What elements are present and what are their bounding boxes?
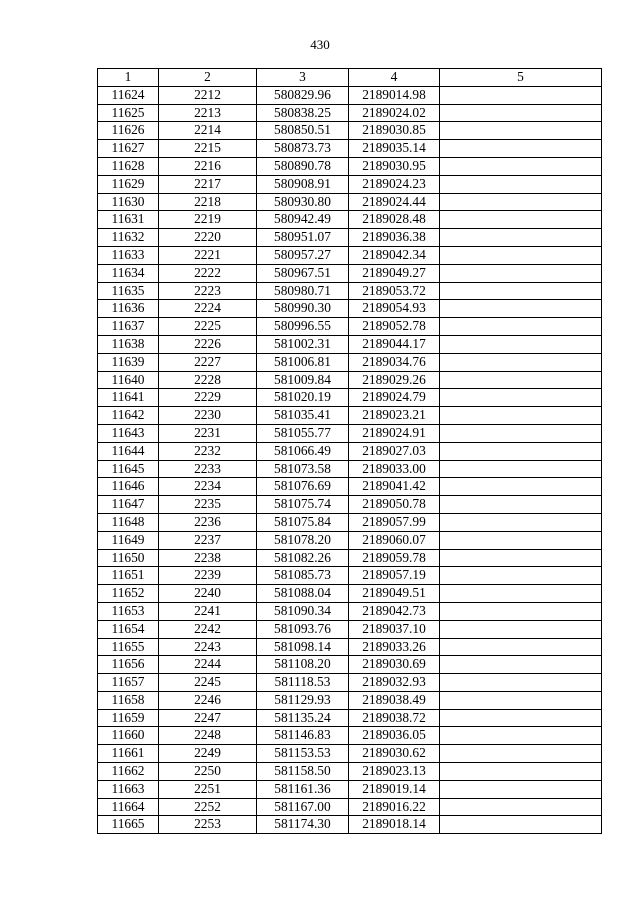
table-row — [98, 460, 602, 478]
x-coordinate-cell: 580957.27 — [257, 246, 349, 264]
column-header-3: 3 — [257, 69, 349, 87]
x-coordinate-cell: 581129.93 — [257, 691, 349, 709]
point-id-cell: 11633 — [98, 246, 159, 264]
table-row — [98, 407, 602, 425]
vertex-number-cell: 2242 — [159, 620, 257, 638]
vertex-number-cell: 2221 — [159, 246, 257, 264]
table-row — [98, 798, 602, 816]
point-id-cell: 11639 — [98, 353, 159, 371]
point-id-cell: 11627 — [98, 140, 159, 158]
point-id-cell: 11644 — [98, 442, 159, 460]
note-cell — [440, 727, 602, 745]
table-row — [98, 602, 602, 620]
x-coordinate-cell: 581098.14 — [257, 638, 349, 656]
y-coordinate-cell: 2189036.05 — [349, 727, 440, 745]
vertex-number-cell: 2229 — [159, 389, 257, 407]
x-coordinate-cell: 580838.25 — [257, 104, 349, 122]
x-coordinate-cell: 581088.04 — [257, 585, 349, 603]
table-row — [98, 691, 602, 709]
point-id-cell: 11646 — [98, 478, 159, 496]
note-cell — [440, 513, 602, 531]
point-id-cell: 11636 — [98, 300, 159, 318]
x-coordinate-cell: 580980.71 — [257, 282, 349, 300]
vertex-number-cell: 2223 — [159, 282, 257, 300]
x-coordinate-cell: 581158.50 — [257, 763, 349, 781]
vertex-number-cell: 2240 — [159, 585, 257, 603]
y-coordinate-cell: 2189030.62 — [349, 745, 440, 763]
vertex-number-cell: 2250 — [159, 763, 257, 781]
note-cell — [440, 602, 602, 620]
note-cell — [440, 318, 602, 336]
note-cell — [440, 282, 602, 300]
note-cell — [440, 122, 602, 140]
point-id-cell: 11657 — [98, 674, 159, 692]
x-coordinate-cell: 581066.49 — [257, 442, 349, 460]
table-row — [98, 264, 602, 282]
note-cell — [440, 745, 602, 763]
note-cell — [440, 371, 602, 389]
vertex-number-cell: 2243 — [159, 638, 257, 656]
vertex-number-cell: 2219 — [159, 211, 257, 229]
x-coordinate-cell: 581002.31 — [257, 335, 349, 353]
page-number: 430 — [310, 37, 330, 52]
point-id-cell: 11647 — [98, 496, 159, 514]
note-cell — [440, 816, 602, 834]
vertex-number-cell: 2248 — [159, 727, 257, 745]
note-cell — [440, 656, 602, 674]
column-header-1: 1 — [98, 69, 159, 87]
x-coordinate-cell: 580890.78 — [257, 157, 349, 175]
table-row — [98, 442, 602, 460]
note-cell — [440, 157, 602, 175]
point-id-cell: 11661 — [98, 745, 159, 763]
vertex-number-cell: 2216 — [159, 157, 257, 175]
table-row — [98, 496, 602, 514]
table-row — [98, 816, 602, 834]
x-coordinate-cell: 581078.20 — [257, 531, 349, 549]
table-row — [98, 674, 602, 692]
note-cell — [440, 549, 602, 567]
x-coordinate-cell: 581075.84 — [257, 513, 349, 531]
table-row — [98, 300, 602, 318]
y-coordinate-cell: 2189032.93 — [349, 674, 440, 692]
vertex-number-cell: 2249 — [159, 745, 257, 763]
y-coordinate-cell: 2189016.22 — [349, 798, 440, 816]
x-coordinate-cell: 580967.51 — [257, 264, 349, 282]
point-id-cell: 11635 — [98, 282, 159, 300]
vertex-number-cell: 2237 — [159, 531, 257, 549]
y-coordinate-cell: 2189042.34 — [349, 246, 440, 264]
point-id-cell: 11662 — [98, 763, 159, 781]
note-cell — [440, 353, 602, 371]
note-cell — [440, 389, 602, 407]
table-body — [98, 86, 602, 833]
y-coordinate-cell: 2189038.49 — [349, 691, 440, 709]
note-cell — [440, 211, 602, 229]
y-coordinate-cell: 2189053.72 — [349, 282, 440, 300]
coordinates-table — [97, 68, 602, 834]
note-cell — [440, 709, 602, 727]
table-row — [98, 371, 602, 389]
table-row — [98, 424, 602, 442]
vertex-number-cell: 2213 — [159, 104, 257, 122]
table-row — [98, 193, 602, 211]
y-coordinate-cell: 2189059.78 — [349, 549, 440, 567]
note-cell — [440, 86, 602, 104]
point-id-cell: 11638 — [98, 335, 159, 353]
table-row — [98, 531, 602, 549]
note-cell — [440, 798, 602, 816]
y-coordinate-cell: 2189014.98 — [349, 86, 440, 104]
header-row — [98, 69, 602, 87]
y-coordinate-cell: 2189019.14 — [349, 780, 440, 798]
vertex-number-cell: 2253 — [159, 816, 257, 834]
point-id-cell: 11630 — [98, 193, 159, 211]
x-coordinate-cell: 580942.49 — [257, 211, 349, 229]
note-cell — [440, 496, 602, 514]
y-coordinate-cell: 2189024.44 — [349, 193, 440, 211]
point-id-cell: 11641 — [98, 389, 159, 407]
note-cell — [440, 442, 602, 460]
x-coordinate-cell: 581174.30 — [257, 816, 349, 834]
x-coordinate-cell: 581153.53 — [257, 745, 349, 763]
vertex-number-cell: 2234 — [159, 478, 257, 496]
x-coordinate-cell: 581009.84 — [257, 371, 349, 389]
vertex-number-cell: 2222 — [159, 264, 257, 282]
point-id-cell: 11659 — [98, 709, 159, 727]
x-coordinate-cell: 581093.76 — [257, 620, 349, 638]
vertex-number-cell: 2232 — [159, 442, 257, 460]
y-coordinate-cell: 2189035.14 — [349, 140, 440, 158]
y-coordinate-cell: 2189033.00 — [349, 460, 440, 478]
table-row — [98, 86, 602, 104]
note-cell — [440, 674, 602, 692]
table-row — [98, 638, 602, 656]
y-coordinate-cell: 2189057.19 — [349, 567, 440, 585]
point-id-cell: 11656 — [98, 656, 159, 674]
vertex-number-cell: 2225 — [159, 318, 257, 336]
table-row — [98, 478, 602, 496]
table-row — [98, 727, 602, 745]
vertex-number-cell: 2239 — [159, 567, 257, 585]
y-coordinate-cell: 2189024.79 — [349, 389, 440, 407]
y-coordinate-cell: 2189042.73 — [349, 602, 440, 620]
y-coordinate-cell: 2189049.27 — [349, 264, 440, 282]
point-id-cell: 11637 — [98, 318, 159, 336]
note-cell — [440, 763, 602, 781]
point-id-cell: 11632 — [98, 229, 159, 247]
note-cell — [440, 229, 602, 247]
table-row — [98, 318, 602, 336]
point-id-cell: 11658 — [98, 691, 159, 709]
y-coordinate-cell: 2189028.48 — [349, 211, 440, 229]
vertex-number-cell: 2238 — [159, 549, 257, 567]
vertex-number-cell: 2244 — [159, 656, 257, 674]
y-coordinate-cell: 2189049.51 — [349, 585, 440, 603]
x-coordinate-cell: 580951.07 — [257, 229, 349, 247]
note-cell — [440, 531, 602, 549]
note-cell — [440, 478, 602, 496]
vertex-number-cell: 2241 — [159, 602, 257, 620]
y-coordinate-cell: 2189027.03 — [349, 442, 440, 460]
y-coordinate-cell: 2189057.99 — [349, 513, 440, 531]
table-header — [98, 69, 602, 87]
note-cell — [440, 691, 602, 709]
point-id-cell: 11631 — [98, 211, 159, 229]
x-coordinate-cell: 581085.73 — [257, 567, 349, 585]
note-cell — [440, 300, 602, 318]
vertex-number-cell: 2226 — [159, 335, 257, 353]
x-coordinate-cell: 581167.00 — [257, 798, 349, 816]
x-coordinate-cell: 581082.26 — [257, 549, 349, 567]
vertex-number-cell: 2246 — [159, 691, 257, 709]
note-cell — [440, 175, 602, 193]
table-row — [98, 549, 602, 567]
point-id-cell: 11643 — [98, 424, 159, 442]
vertex-number-cell: 2215 — [159, 140, 257, 158]
point-id-cell: 11628 — [98, 157, 159, 175]
point-id-cell: 11645 — [98, 460, 159, 478]
note-cell — [440, 104, 602, 122]
table-row — [98, 175, 602, 193]
x-coordinate-cell: 581076.69 — [257, 478, 349, 496]
note-cell — [440, 620, 602, 638]
point-id-cell: 11660 — [98, 727, 159, 745]
y-coordinate-cell: 2189024.91 — [349, 424, 440, 442]
table-row — [98, 585, 602, 603]
vertex-number-cell: 2251 — [159, 780, 257, 798]
point-id-cell: 11626 — [98, 122, 159, 140]
note-cell — [440, 407, 602, 425]
note-cell — [440, 264, 602, 282]
x-coordinate-cell: 581090.34 — [257, 602, 349, 620]
table-row — [98, 763, 602, 781]
table-row — [98, 104, 602, 122]
table-row — [98, 140, 602, 158]
note-cell — [440, 335, 602, 353]
table-row — [98, 335, 602, 353]
table-row — [98, 620, 602, 638]
point-id-cell: 11663 — [98, 780, 159, 798]
table-row — [98, 656, 602, 674]
point-id-cell: 11624 — [98, 86, 159, 104]
y-coordinate-cell: 2189024.23 — [349, 175, 440, 193]
table-row — [98, 282, 602, 300]
vertex-number-cell: 2236 — [159, 513, 257, 531]
table-row — [98, 780, 602, 798]
point-id-cell: 11642 — [98, 407, 159, 425]
y-coordinate-cell: 2189023.13 — [349, 763, 440, 781]
point-id-cell: 11664 — [98, 798, 159, 816]
vertex-number-cell: 2247 — [159, 709, 257, 727]
x-coordinate-cell: 581135.24 — [257, 709, 349, 727]
y-coordinate-cell: 2189036.38 — [349, 229, 440, 247]
point-id-cell: 11650 — [98, 549, 159, 567]
table-row — [98, 567, 602, 585]
y-coordinate-cell: 2189044.17 — [349, 335, 440, 353]
table-row — [98, 122, 602, 140]
column-header-2: 2 — [159, 69, 257, 87]
y-coordinate-cell: 2189023.21 — [349, 407, 440, 425]
x-coordinate-cell: 581006.81 — [257, 353, 349, 371]
y-coordinate-cell: 2189060.07 — [349, 531, 440, 549]
point-id-cell: 11651 — [98, 567, 159, 585]
vertex-number-cell: 2212 — [159, 86, 257, 104]
vertex-number-cell: 2217 — [159, 175, 257, 193]
column-header-5: 5 — [440, 69, 602, 87]
y-coordinate-cell: 2189037.10 — [349, 620, 440, 638]
table-row — [98, 709, 602, 727]
note-cell — [440, 567, 602, 585]
vertex-number-cell: 2245 — [159, 674, 257, 692]
vertex-number-cell: 2214 — [159, 122, 257, 140]
vertex-number-cell: 2228 — [159, 371, 257, 389]
x-coordinate-cell: 580850.51 — [257, 122, 349, 140]
x-coordinate-cell: 581075.74 — [257, 496, 349, 514]
point-id-cell: 11640 — [98, 371, 159, 389]
point-id-cell: 11649 — [98, 531, 159, 549]
x-coordinate-cell: 581108.20 — [257, 656, 349, 674]
x-coordinate-cell: 581020.19 — [257, 389, 349, 407]
column-header-4: 4 — [349, 69, 440, 87]
table-row — [98, 211, 602, 229]
y-coordinate-cell: 2189030.69 — [349, 656, 440, 674]
table-row — [98, 229, 602, 247]
y-coordinate-cell: 2189029.26 — [349, 371, 440, 389]
note-cell — [440, 140, 602, 158]
vertex-number-cell: 2227 — [159, 353, 257, 371]
y-coordinate-cell: 2189030.85 — [349, 122, 440, 140]
x-coordinate-cell: 580996.55 — [257, 318, 349, 336]
x-coordinate-cell: 581118.53 — [257, 674, 349, 692]
x-coordinate-cell: 580930.80 — [257, 193, 349, 211]
y-coordinate-cell: 2189033.26 — [349, 638, 440, 656]
table-row — [98, 513, 602, 531]
y-coordinate-cell: 2189038.72 — [349, 709, 440, 727]
table-row — [98, 246, 602, 264]
y-coordinate-cell: 2189052.78 — [349, 318, 440, 336]
note-cell — [440, 585, 602, 603]
x-coordinate-cell: 581035.41 — [257, 407, 349, 425]
table-row — [98, 353, 602, 371]
vertex-number-cell: 2220 — [159, 229, 257, 247]
vertex-number-cell: 2231 — [159, 424, 257, 442]
x-coordinate-cell: 580829.96 — [257, 86, 349, 104]
vertex-number-cell: 2252 — [159, 798, 257, 816]
vertex-number-cell: 2224 — [159, 300, 257, 318]
x-coordinate-cell: 581073.58 — [257, 460, 349, 478]
y-coordinate-cell: 2189024.02 — [349, 104, 440, 122]
y-coordinate-cell: 2189018.14 — [349, 816, 440, 834]
note-cell — [440, 424, 602, 442]
y-coordinate-cell: 2189041.42 — [349, 478, 440, 496]
point-id-cell: 11655 — [98, 638, 159, 656]
table-row — [98, 389, 602, 407]
y-coordinate-cell: 2189054.93 — [349, 300, 440, 318]
y-coordinate-cell: 2189034.76 — [349, 353, 440, 371]
point-id-cell: 11653 — [98, 602, 159, 620]
x-coordinate-cell: 580908.91 — [257, 175, 349, 193]
vertex-number-cell: 2235 — [159, 496, 257, 514]
note-cell — [440, 246, 602, 264]
vertex-number-cell: 2218 — [159, 193, 257, 211]
x-coordinate-cell: 581161.36 — [257, 780, 349, 798]
x-coordinate-cell: 580990.30 — [257, 300, 349, 318]
point-id-cell: 11652 — [98, 585, 159, 603]
point-id-cell: 11629 — [98, 175, 159, 193]
note-cell — [440, 460, 602, 478]
point-id-cell: 11654 — [98, 620, 159, 638]
x-coordinate-cell: 581055.77 — [257, 424, 349, 442]
note-cell — [440, 638, 602, 656]
point-id-cell: 11648 — [98, 513, 159, 531]
y-coordinate-cell: 2189030.95 — [349, 157, 440, 175]
note-cell — [440, 780, 602, 798]
table-row — [98, 157, 602, 175]
vertex-number-cell: 2230 — [159, 407, 257, 425]
table-row — [98, 745, 602, 763]
y-coordinate-cell: 2189050.78 — [349, 496, 440, 514]
point-id-cell: 11625 — [98, 104, 159, 122]
point-id-cell: 11665 — [98, 816, 159, 834]
note-cell — [440, 193, 602, 211]
x-coordinate-cell: 580873.73 — [257, 140, 349, 158]
vertex-number-cell: 2233 — [159, 460, 257, 478]
x-coordinate-cell: 581146.83 — [257, 727, 349, 745]
point-id-cell: 11634 — [98, 264, 159, 282]
